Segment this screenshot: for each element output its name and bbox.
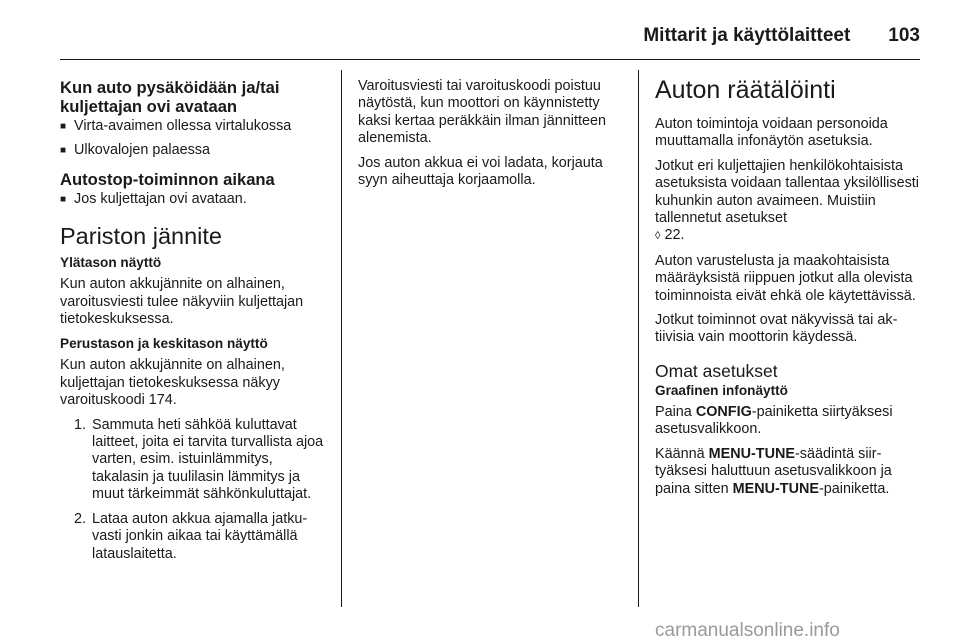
- heading-battery-voltage: Pariston jännite: [60, 223, 222, 250]
- bullet-item: [60, 118, 328, 135]
- bullet-square-icon: ■: [60, 193, 67, 205]
- heading-autostop: Autostop-toiminnon aikana: [60, 169, 275, 189]
- heading-own-settings: Omat asetukset: [655, 360, 778, 381]
- step-number: 2.: [73, 510, 86, 527]
- menu-tune-button-label: MENU-TUNE: [732, 480, 819, 497]
- step-text: Sammuta heti sähköä kuluttavat laitteet, joita ei tarvita turvallista ajoa varten, esim. istuinlämmitys, takalasin ja tuulilasin lämmitys ja muut tärkeimmät sähkönkuluttajat.: [92, 416, 324, 503]
- bullet-item: [60, 142, 328, 159]
- heading-vehicle-personalisation: Auton räätälöinti: [655, 76, 836, 104]
- paragraph-workshop: Jos auton akkua ei voi ladata, korjauta syyn aiheuttaja korjaamolla.: [358, 154, 603, 189]
- text-fragment: Käännä: [655, 445, 709, 462]
- step-item: [60, 417, 328, 504]
- bullet-square-icon: ■: [60, 145, 67, 157]
- menu-tune-knob-label: MENU-TUNE: [708, 445, 795, 462]
- bullet-text: Virta-avaimen ollessa virtalukossa: [74, 118, 292, 134]
- bullet-text: Ulkovalojen palaessa: [74, 142, 210, 159]
- header-rule: [60, 59, 920, 60]
- heading-upper-display: Ylätason näyttö: [60, 255, 162, 271]
- heading-graphic-display: Graafinen infonäyttö: [655, 382, 788, 398]
- text-fragment: Paina: [655, 403, 696, 420]
- paragraph-config: [655, 404, 921, 439]
- bullet-square-icon: ■: [60, 121, 67, 132]
- page-reference-icon: ◊: [655, 230, 661, 243]
- config-button-label: CONFIG: [695, 403, 752, 420]
- bullet-text: Jos kuljettajan ovi avataan.: [74, 190, 247, 207]
- text-fragment: -säädintä siirtyäksesi haluttuun asetusvalikkoon ja paina sitten: [655, 445, 892, 497]
- paragraph-personalise: Auton toimintoja voidaan personoida muuttamalla infonäytön asetuksia.: [655, 116, 888, 150]
- page-header-title: Mittarit ja käyttölaitteet: [643, 25, 851, 46]
- step-item: [60, 511, 328, 563]
- paragraph-engine-running: Jotkut toiminnot ovat näkyvissä tai aktiivisia vain moottorin käydessä.: [655, 312, 898, 346]
- column-divider-1: [341, 70, 342, 607]
- heading-base-display: Perustason ja keskitason näyttö: [60, 336, 268, 352]
- paragraph-menu-tune: [655, 446, 921, 498]
- column-2: [358, 78, 620, 196]
- watermark: carmanualsonline.info: [655, 620, 840, 641]
- paragraph-stored-settings-text: Jotkut eri kuljettajien henkilökohtaisista asetuksista voidaan tallentaa yksilöllisesti kuhunkin auton avaimeen. Muistiin tallennetut asetukset: [655, 157, 919, 227]
- text-fragment: -painiketta.: [818, 480, 890, 497]
- paragraph-equipment: Auton varustelusta ja maakohtaisista määräyksistä riippuen jotkut alla olevista toiminnoista eivät ehkä ole käytettävissä.: [655, 252, 916, 304]
- paragraph-warning-cleared: Varoitusviesti tai varoituskoodi poistuu näytöstä, kun moottori on käynnistetty kaksi kertaa peräkkäin ilman jännitteen alenemista.: [358, 78, 606, 147]
- heading-parked: Kun auto pysäköidään ja/tai kuljettajan ovi avataan: [60, 78, 280, 116]
- bullet-item: [60, 191, 328, 208]
- paragraph-stored-settings: [655, 158, 921, 246]
- steps-list: [60, 417, 328, 563]
- step-text: Lataa auton akkua ajamalla jatkuvasti jonkin aikaa tai käyttämällä latauslaitetta.: [92, 510, 308, 562]
- page-header: [60, 16, 920, 56]
- column-divider-2: [638, 70, 639, 607]
- column-3: [655, 78, 921, 505]
- text-fragment: -painiketta siirtyäksesi asetusvalikkoon.: [655, 403, 893, 438]
- step-number: 1.: [73, 416, 86, 433]
- page-number: 103: [888, 25, 920, 46]
- paragraph-upper-display: Kun auton akkujännite on alhainen, varoitusviesti tulee näkyviin kuljettajan tietokeskuksessa.: [60, 276, 304, 328]
- page-reference-link[interactable]: 22.: [664, 227, 685, 244]
- column-1: [60, 78, 328, 570]
- paragraph-base-display: Kun auton akkujännite on alhainen, kuljettajan tietokeskuksessa näkyy varoituskoodi 174.: [60, 357, 285, 409]
